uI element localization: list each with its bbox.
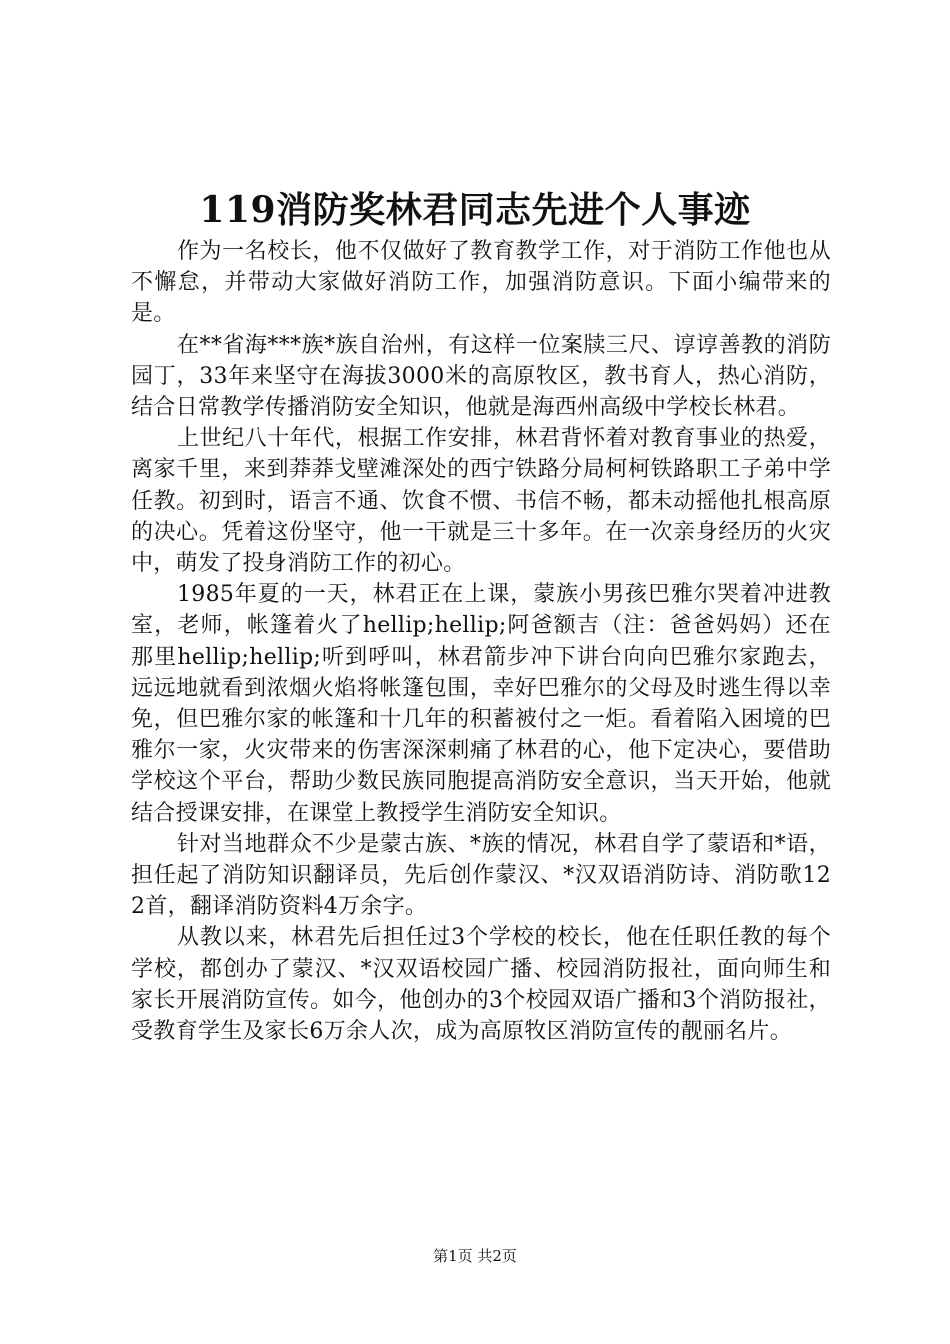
paragraph-background: 在**省海***族*族自治州，有这样一位案牍三尺、谆谆善教的消防园丁，33年来坚守在海拔3000米的高原牧区，教书育人，热心消防，结合日常教学传播消防安全知识，他就是海西州高级中学校长林君。 — [131, 332, 831, 421]
paragraph-translation: 针对当地群众不少是蒙古族、*族的情况，林君自学了蒙语和*语，担任起了消防知识翻译员，先后创作蒙汉、*汉双语消防诗、消防歌122首，翻译消防资料4万余字。 — [131, 831, 831, 920]
paragraph-intro: 作为一名校长，他不仅做好了教育教学工作，对于消防工作他也从不懈怠，并带动大家做好消防工作，加强消防意识。下面小编带来的是。 — [131, 239, 831, 327]
paragraph-early-career: 上世纪八十年代，根据工作安排，林君背怀着对教育事业的热爱，离家千里，来到莽莽戈壁滩深处的西宁铁路分局柯柯铁路职工子弟中学任教。初到时，语言不通、饮食不惯、书信不畅，都未动摇他扎根高原的决心。凭着这份坚守，他一干就是三十多年。在一次亲身经历的火灾中，萌发了投身消防工作的初心。 — [131, 426, 831, 577]
paragraph-achievements: 从教以来，林君先后担任过3个学校的校长，他在任职任教的每个学校，都创办了蒙汉、*汉双语校园广播、校园消防报社，面向师生和家长开展消防宣传。如今，他创办的3个校园双语广播和3个消防报社，受教育学生及家长6万余人次，成为高原牧区消防宣传的靓丽名片。 — [131, 925, 831, 1045]
document-title: 119消防奖林君同志先进个人事迹 — [199, 189, 751, 231]
document-body — [131, 236, 831, 1047]
paragraph-fire-incident: 1985年夏的一天，林君正在上课，蒙族小男孩巴雅尔哭着冲进教室，老师，帐篷着火了hellip;hellip;阿爸额吉（注：爸爸妈妈）还在那里hellip;hellip;听到呼叫，林君箭步冲下讲台向向巴雅尔家跑去，远远地就看到浓烟火焰将帐篷包围，幸好巴雅尔的父母及时逃生得以幸免，但巴雅尔家的帐篷和十几年的积蓄被付之一炬。看着陷入困境的巴雅尔一家，火灾带来的伤害深深刺痛了林君的心，他下定决心，要借助学校这个平台，帮助少数民族同胞提高消防安全意识，当天开始，他就结合授课安排，在课堂上教授学生消防安全知识。 — [131, 582, 831, 826]
page-footer: 第1页 共2页 — [433, 1247, 517, 1265]
